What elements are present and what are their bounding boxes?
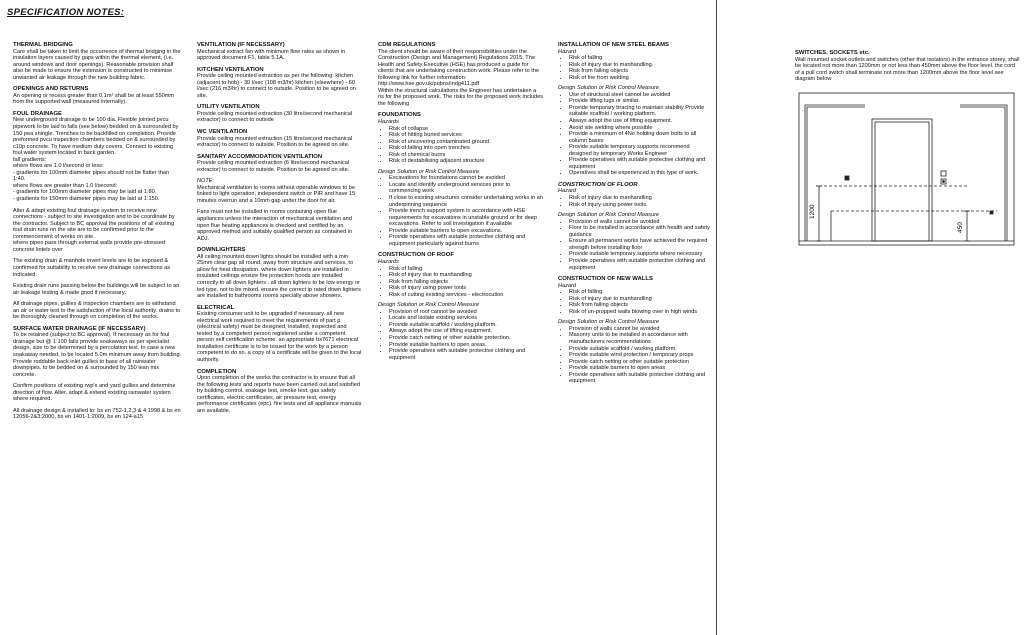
heading-switches: SWITCHES, SOCKETS etc. xyxy=(795,50,870,56)
label-hazard: Hazard xyxy=(558,282,577,289)
heading-surface-water: SURFACE WATER DRAINAGE (IF NECESSARY) xyxy=(13,325,146,332)
heading-thermal-bridging: THERMAL BRIDGING xyxy=(13,42,73,48)
label-design-solution: Design Solution or Risk Control Measure xyxy=(378,302,480,309)
page-title: SPECIFICATION NOTES: xyxy=(7,7,125,18)
list-item: • Provide suitable temporary supports where necessary xyxy=(569,251,713,258)
list-item: • If close to existing structures consider undertaking works in an underpinning sequence xyxy=(389,195,543,208)
text-surface-3: All drainage design & installed to: bs en 752-1,2,3 & 4:1998 & bs en 12056-2&3:2000, bs en 1401-1:2009, bs en 124-a15 xyxy=(13,407,181,421)
text-foul-1: New underground drainage to be 100 dia. Flexible jointed pvcu pipework to be laid to falls (see below) bedded on & surrounded by 150 pea shingle. Trenches to be backfilled on completion. Provide preformed pvcu inspection chambers bedded on & surrounded by c10p concrete. To have medium duty covers. Connect to existing foul water system located in back garden. xyxy=(13,117,179,157)
list-roof-measures xyxy=(378,309,543,361)
list-item: • Risk of hitting buried services xyxy=(389,132,543,139)
list-item: • Always adopt the use of lifting equipment. xyxy=(389,328,543,335)
heading-floor: CONSTRUCTION OF FLOOR xyxy=(558,181,638,188)
list-beams-measures xyxy=(558,92,713,177)
list-item: • Locate and isolate existing services xyxy=(389,315,543,322)
socket-dot-icon xyxy=(943,181,945,183)
text-foul-8: Alter & adapt existing foul drainage system to receive new connections - subject to site investigation and to be coordinate by the contractor. Subject to BC approval the positions of all existing foul drain runs on the site are to be confirmed prior to the commencement of works on site. xyxy=(13,207,175,240)
heading-cdm: CDM REGULATIONS xyxy=(378,42,436,48)
text-ventilation: Mechanical extract fan with minimum flow rates as shown in approved document F1, table 5.1A. xyxy=(197,48,346,62)
text-electrical: Existing consumer unit to be upgraded if necessary. all new electrical work required to meet the requirements of part p (electrical safety) must be designed, installed, inspected and tested by a competent person registered under a competent person self certification scheme. an appropriate bs7671 electrical installation certificate is to be issued for the work by a person competent to do so. a copy of a certificate will be given to the local authority. xyxy=(197,311,362,363)
heading-sanitary-ventilation: SANITARY ACCOMMODATION VENTILATION xyxy=(197,153,323,160)
list-item: • Provide catch netting or other suitable protection. xyxy=(389,335,543,342)
text-wc-ventilation: Provide ceiling mounted extraction (15 litre/second mechanical extractor) to connect to outside. Position to be agreed on site. xyxy=(197,135,353,149)
door-opening xyxy=(872,119,932,241)
dim-1200-label: 1200 xyxy=(809,204,816,219)
list-item: • Risk of injury due to manhandling. xyxy=(569,62,713,69)
list-item: • Risk of destabilising adjacent structure xyxy=(389,158,543,165)
door-leaf xyxy=(875,122,929,241)
heading-completion: COMPLETION xyxy=(197,368,237,375)
list-item: • Masonry units to be installed in accordance with manufacturers recommendations xyxy=(569,332,713,345)
list-item: • Provide suitable temporary supports recommend designed by temporary Works Engineer xyxy=(569,144,713,157)
text-sanitary-ventilation: Provide ceiling mounted extraction (6 litre/second mechanical extractor) to connect to outside. Position to be agreed on site. xyxy=(197,160,350,173)
column-switches xyxy=(795,50,1020,88)
text-downlighters: All ceiling mounted down lights should be installed with a min 25mm clear gap all round, away from structure and services, to allow for heat dissipation. where down lighters are installed in insulated ceilings ensure fire protection hoods are installed correctly to all down lighters . all down lighters to be low energy or led type, not to be mixed. ensure the correct ip rated down lighters are installed to bathrooms rooms specially above showers. xyxy=(197,253,361,300)
text-openings: An opening or recess greater than 0.1m² shall be at least 550mm from the supported wall (measured internally). xyxy=(13,92,175,106)
switch-height-diagram xyxy=(797,91,1016,253)
list-item: • Provide suitable barriers to open areas. xyxy=(389,342,543,349)
text-foul-9: where pipes pass through external walls provide pre-stressed concrete lintels over xyxy=(13,240,166,253)
label-design-solution: Design Solution or Risk Control Measure xyxy=(558,212,660,219)
list-item: • Provide trench support system in accordance with HSE requirements for excavations in unstable ground or for deep excavations. Refer to soil investigation if available xyxy=(389,208,543,228)
list-item: • Provide lifting lugs or similar. xyxy=(569,98,713,105)
list-item: • Provide operatives with suitable protective clothing and equipment xyxy=(569,372,713,385)
list-item: • Provide suitable scaffold / working platform. xyxy=(389,322,543,329)
switch-right-icon xyxy=(941,171,946,176)
list-item: • Operatives shall be experienced in this type of work. xyxy=(569,170,713,177)
list-floor-measures xyxy=(558,219,713,271)
list-item: • Risk of injury due to manhandling xyxy=(569,195,713,202)
text-surface-2: Confirm positions of existing rwp's and yard gullies and determine direction of flow. Alter, adapt & extend existing rainwater system where required. xyxy=(13,383,176,403)
list-item: • Provide temporary bracing to maintain stability Provide suitable scaffold / working platform. xyxy=(569,105,713,118)
heading-new-walls: CONSTRUCTION OF NEW WALLS xyxy=(558,276,653,283)
label-hazards: Hazards xyxy=(378,119,399,126)
text-switches: Wall mounted socket outlets and switches (other that isolators) in the entrance storey, shall be located not more than 1200mm or not less than 450mm above the floor level. the cord of a pull cord switch shall terminate not more than 1200mm above the floor level see diagram below xyxy=(795,56,1020,83)
list-item: • Risk from falling objects xyxy=(389,279,543,286)
list-item: • Ensure all permanent works have achieved the required strength before installing floor xyxy=(569,238,713,251)
list-item: • Use of structural steel cannot be avoided xyxy=(569,92,713,99)
list-item: • Risk from falling objects xyxy=(569,68,713,75)
text-foul-10: The existing drain & manhole invert levels are to be exposed & confirmed for suitability to receive new drainage connections as indicated. xyxy=(13,258,171,278)
list-item: • Provide operatives with suitable protective clothing and equipment xyxy=(569,258,713,271)
heading-kitchen-ventilation: KITCHEN VENTILATION xyxy=(197,66,264,73)
list-item: • Provide catch netting or other suitable protection xyxy=(569,359,713,366)
list-item: • Risk of cutting existing services - electrocution xyxy=(389,292,543,299)
list-item: • Provide suitable wind protection / temporary props xyxy=(569,352,713,359)
list-item: • Risk of falling xyxy=(569,55,713,62)
heading-utility-ventilation: UTILITY VENTILATION xyxy=(197,104,260,111)
list-item: • Always adopt the use of lifting equipment. xyxy=(569,118,713,125)
note-text-2: Fans must not be installed in rooms containing open flue appliances unless the interaction of mechanical ventilation and open flue heating appliances is checked and certified by an approved method and suitably qualified person as contained in ADJ. xyxy=(197,209,353,242)
text-utility-ventilation: Provide ceiling mounted extraction (30 litre/second mechanical extractor) to connect to outside xyxy=(197,110,353,124)
column-services xyxy=(197,42,362,419)
column-construction xyxy=(558,42,713,389)
text-foul-6: - gradients for 100mm diameter pipes may be laid at 1:80. xyxy=(13,189,157,196)
wall-left xyxy=(805,105,865,241)
list-item: • Excavations for foundations cannot be avoided xyxy=(389,175,543,182)
text-foul-5: where flows are greater than 1.0 l/second: xyxy=(13,182,118,189)
heading-electrical: ELECTRICAL xyxy=(197,304,235,311)
list-foundations-measures xyxy=(378,175,543,247)
list-floor-hazards xyxy=(558,195,713,208)
text-kitchen-ventilation: Provide ceiling mounted extraction as per the following: kitchen (adjacent to hob) - 30 l/sec (108 m3/hr) kitchen (elsewhere) - 60 l/sec (216 m3/hr) to connect to outside. Position to be agreed on site. xyxy=(197,73,356,99)
list-item: • Risk of un-propped walls blowing over in high winds xyxy=(569,309,713,316)
list-beams-hazards xyxy=(558,55,713,81)
text-foul-7: - gradients for 150mm diameter pipes may be laid at 1:150. xyxy=(13,196,160,203)
list-item: • Provide suitable barriers to open excavations. xyxy=(389,228,543,235)
link-cdm[interactable]: http://www.hse.gov.uk/pubns/indg411.pdf xyxy=(378,81,480,88)
text-foul-11: Existing drain runs passing below the buildings will be subject to an air leakage testing & made good if necessary. xyxy=(13,283,180,296)
list-item: • Avoid site welding where possible xyxy=(569,125,713,132)
note-text-1: Mechanical ventilation to rooms without operable windows to be linked to light operation, independent switch or PIR and have 15 minutes overrun and a 10mm gap under the door for air. xyxy=(197,184,356,204)
list-foundations-hazards xyxy=(378,126,543,165)
note-label: NOTE: xyxy=(197,178,215,185)
label-hazard: Hazard xyxy=(558,48,577,55)
list-item: • Risk of falling xyxy=(569,289,713,296)
list-item: • Floor to be installed in accordance with health and safety guidance xyxy=(569,225,713,238)
column-drainage xyxy=(13,42,183,426)
label-design-solution: Design Solution or Risk Control Measure xyxy=(378,168,480,175)
label-design-solution: Design Solution or Risk Control Measure xyxy=(558,319,660,326)
heading-ventilation: VENTILATION (IF NECESSARY) xyxy=(197,42,285,48)
list-item: • Locate and identify underground services prior to commencing work xyxy=(389,182,543,195)
sheet-border xyxy=(716,0,717,635)
label-hazard: Hazard xyxy=(558,188,577,195)
dim-450-label: 450 xyxy=(957,222,964,233)
text-foul-2: fall gradients: xyxy=(13,156,47,163)
heading-steel-beams: INSTALLATION OF NEW STEEL BEAMS xyxy=(558,42,669,48)
heading-downlighters: DOWNLIGHTERS xyxy=(197,247,246,254)
text-foul-4: - gradients for 100mm diameter pipes should not be flatter than 1:40. xyxy=(13,169,170,183)
list-item: • Provide operatives with suitable protective clothing and equipment xyxy=(569,157,713,170)
list-item: • Provide operatives with suitable protective clothing and equipment xyxy=(389,348,543,361)
list-item: • Provision of roof cannot be avoided xyxy=(389,309,543,316)
list-item: • Risk of collapse xyxy=(389,126,543,133)
list-item: • Risk of injury due to manhandling xyxy=(569,296,713,303)
heading-foul-drainage: FOUL DRAINAGE xyxy=(13,110,62,117)
list-item: • Risk of uncovering contaminated ground xyxy=(389,139,543,146)
text-cdm: The client should be aware of their responsibilities under the Construction (Design and Management) Regulations 2015. The Health and Safety Executive (HSE) has produced a guide for clients that are undertaking construction work. Please refer to the following link for further information: xyxy=(378,48,540,81)
label-hazards: Hazards xyxy=(378,258,399,265)
column-cdm xyxy=(378,42,543,365)
text-foul-12: All drainage pipes, gullies & inspection chambers are to withstand an air or water test to the satisfaction of the local authority. drains to be thoroughly cleaned through on completion of the works. xyxy=(13,301,181,321)
list-walls-measures xyxy=(558,326,713,385)
text-surface-1: To be retained (subject to BC approval). If necessary as for foul drainage but @ 1:100 falls provide soakaways as per specialist design, size to be determined by a percolation test. In case a new soakaway needed, to be located 5.0m minimum away from building. Provide roddable back inlet gullies to base of all rainwater downpipes. to be bedded on & surrounded by 150 lean mix concrete. xyxy=(13,332,182,378)
switch-left-icon xyxy=(845,176,849,180)
list-item: • Risk of injury using power tools. xyxy=(569,202,713,209)
heading-foundations: FOUNDATIONS xyxy=(378,112,421,119)
list-item: • Risk from falling objects xyxy=(569,302,713,309)
text-cdm-2: Within the structural calculations the Engineer has undertaken a ris for the proposed work. The risks for the proposed work includes the following xyxy=(378,87,543,107)
list-item: • Risk of falling xyxy=(389,266,543,273)
list-item: • Risk of injury using power tools xyxy=(389,285,543,292)
list-item: • Risk of injury due to manhandling xyxy=(389,272,543,279)
list-roof-hazards xyxy=(378,266,543,299)
list-item: • Provide operatives with suitable protective clothing and equipment particularly against burns xyxy=(389,234,543,247)
heading-openings: OPENINGS AND RETURNS xyxy=(13,86,89,93)
socket-low-icon xyxy=(990,211,993,214)
heading-roof: CONSTRUCTION OF ROOF xyxy=(378,252,454,259)
list-item: • Provide suitable barriers to open areas xyxy=(569,365,713,372)
list-item: • Provide suitable scaffold / working platform. xyxy=(569,346,713,353)
text-completion: Upon completion of the works the contractor is to ensure that all the following tests and reports have been carried out and satisfied by building control. soakage test, smoke test, gas safety certificates, electric certificates, air pressure test, energy performance certificates (epc). fire tests and all appliance manuals are available. xyxy=(197,375,362,414)
list-item: • Provision of walls cannot be avoided xyxy=(569,219,713,226)
label-design-solution: Design Solution or Risk Control Measure xyxy=(558,85,660,92)
list-item: • Provide a minimum of 4No holding down bolts to all column bases xyxy=(569,131,713,144)
list-walls-hazards xyxy=(558,289,713,315)
list-item: • Provision of walls cannot be avoided xyxy=(569,326,713,333)
text-foul-3: where flows are 1.0 l/second or less: xyxy=(13,163,104,170)
list-item: • Risk of fire from welding xyxy=(569,75,713,82)
text-thermal-bridging: Care shall be taken to limit the occurrence of thermal bridging in the insulation layers caused by gaps within the thermal element, (i.e. around windows and door openings). Reasonable provision shall also be made to ensure the extension is constructed to minimise unwanted air leakage through the new building fabric. xyxy=(13,48,181,81)
heading-wc-ventilation: WC VENTILATION xyxy=(197,129,248,136)
list-item: • Risk of chemical burns xyxy=(389,152,543,159)
list-item: • Risk of falling into open trenches xyxy=(389,145,543,152)
